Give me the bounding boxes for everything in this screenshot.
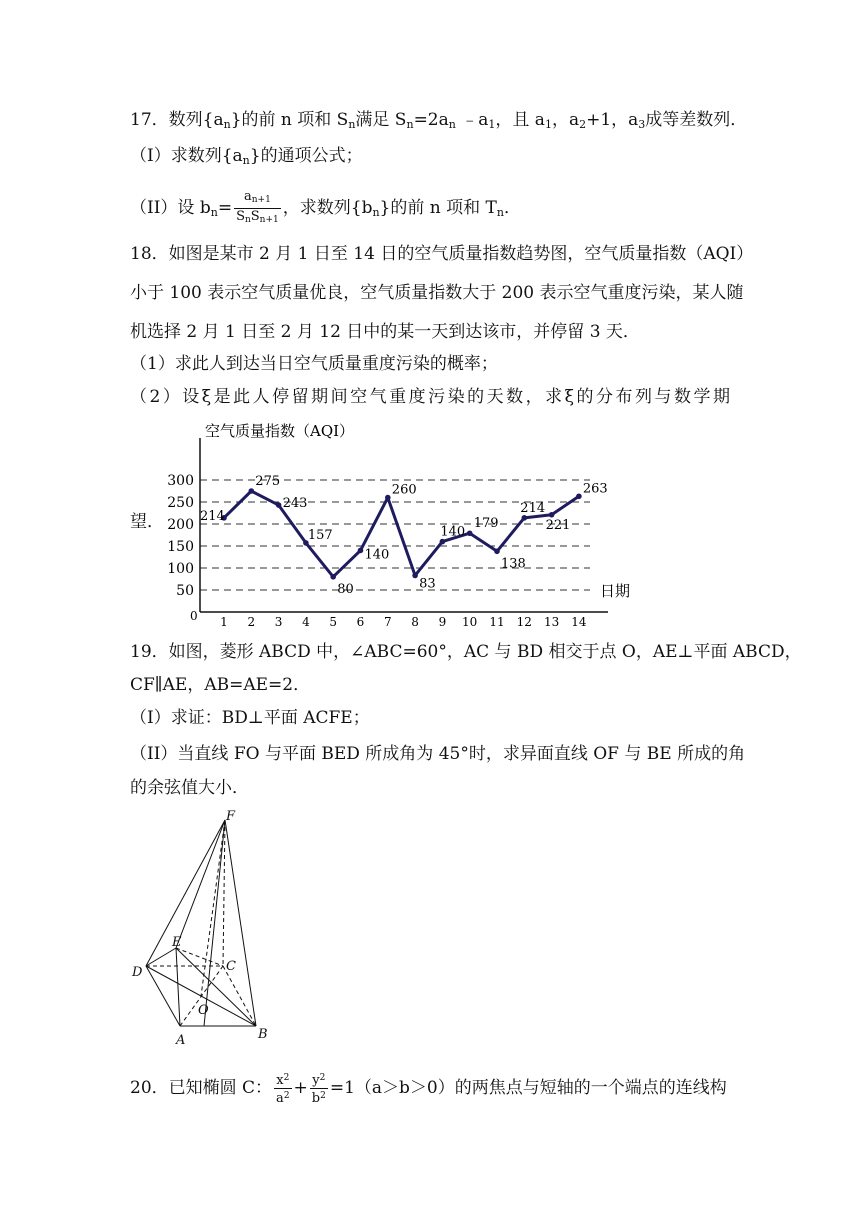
x-tick-label: 6	[356, 615, 365, 629]
data-point	[549, 512, 555, 518]
x-tick-label: 10	[462, 615, 478, 629]
q17-part1: （I）求数列$\{a_n\}$的通项公式；	[130, 146, 363, 167]
x-tick-label: 1	[220, 615, 228, 629]
data-label: 179	[473, 516, 499, 532]
label-O: O	[198, 1003, 209, 1018]
y-tick-label: 250	[167, 495, 194, 511]
data-label: 214	[200, 508, 225, 524]
data-point	[467, 530, 473, 536]
data-label: 214	[520, 500, 546, 516]
data-point	[440, 539, 446, 545]
x-tick-label: 11	[489, 615, 505, 629]
x-axis-label: 日期	[600, 582, 631, 600]
q17-line1: 17．数列$\{a_n\}$的前 n 项和 $S_n$满足 $S_n=2a_n$ $﹣a_1$，且 $a_1$，$a_2+1$，$a_3$成等差数列．	[130, 110, 748, 131]
data-label: 275	[255, 474, 281, 489]
pyramid-figure	[128, 808, 288, 1048]
data-point	[412, 573, 418, 579]
data-point	[576, 493, 582, 499]
origin-label: 0	[190, 609, 198, 623]
label-A: A	[176, 1033, 186, 1048]
data-label: 138	[501, 556, 526, 572]
data-label: 221	[545, 517, 571, 533]
chart-title: 空气质量指数（AQI）	[205, 422, 355, 440]
aqi-chart	[160, 418, 631, 629]
x-tick-label: 5	[329, 615, 338, 629]
data-point	[494, 548, 500, 554]
data-label: 140	[440, 524, 466, 540]
data-label: 263	[582, 481, 608, 497]
x-tick-label: 3	[274, 615, 283, 629]
data-label: 157	[307, 527, 333, 543]
q18-part2-end: 望．	[130, 512, 164, 532]
y-tick-label: 100	[167, 561, 194, 577]
y-tick-label: 300	[167, 473, 194, 489]
x-tick-label: 7	[383, 615, 392, 629]
q19-part2: （II）当直线 FO 与平面 BED 所成角为 45°时，求异面直线 OF 与 BE 所成的角	[130, 744, 746, 764]
data-point	[522, 515, 528, 521]
label-B: B	[258, 1027, 268, 1042]
y2-over-b2: $\frac{y^2}{b^2}$	[311, 1073, 326, 1106]
y-tick-label: 50	[176, 583, 194, 599]
y-tick-label: 200	[167, 517, 194, 533]
data-label: 243	[282, 496, 308, 512]
q18-line2: 小于 100 表示空气质量优良，空气质量指数大于 200 表示空气重度污染，某人随	[130, 283, 744, 303]
q20-line1: 20．已知椭圆 C： $\frac{x^2}{a^2}$ + $\frac{y^2}{b^2}$ =1（a＞b＞0）的两焦点与短轴的一个端点的连线构	[130, 1073, 727, 1106]
x-tick-label: 2	[247, 615, 256, 629]
label-F: F	[226, 809, 236, 824]
x-tick-label: 8	[411, 615, 419, 629]
q19-line1: 19．如图，菱形 ABCD 中，∠ABC=60°，AC 与 BD 相交于点 O，AE⊥平面 ABCD，	[130, 642, 802, 662]
x-tick-label: 9	[438, 615, 447, 629]
data-point	[249, 488, 255, 494]
label-C: C	[226, 959, 236, 974]
data-point	[330, 574, 336, 580]
x-tick-label: 14	[571, 615, 587, 629]
data-label: 83	[419, 576, 436, 592]
x2-over-a2: $\frac{x^2}{a^2}$	[276, 1073, 290, 1106]
data-point	[358, 548, 364, 554]
q18-part1: （1）求此人到达当日空气质量重度污染的概率；	[130, 354, 498, 374]
label-E: E	[172, 935, 182, 950]
y-tick-label: 150	[167, 539, 194, 555]
q19-part1: （I）求证：BD⊥平面 ACFE；	[130, 708, 370, 728]
q18-line1: 18．如图是某市 2 月 1 日至 14 日的空气质量指数趋势图，空气质量指数（AQI）	[130, 244, 754, 264]
q19-part2-line2: 的余弦值大小．	[130, 778, 249, 798]
q17-part2: （II）设 $b_n=$ $\frac{a_{n+1}}{S_nS_{n+1}}$ ，求数列$\{b_n\}$的前 n 项和 $T_n$．	[130, 188, 521, 233]
data-point	[276, 502, 282, 508]
x-tick-label: 4	[302, 615, 310, 629]
label-D: D	[132, 965, 143, 980]
x-tick-label: 12	[516, 615, 532, 629]
data-label: 260	[391, 482, 417, 498]
q18-part2: （2）设ξ是此人停留期间空气重度污染的天数，求ξ的分布列与数学期	[130, 387, 730, 407]
data-point	[385, 495, 391, 501]
data-label: 140	[364, 547, 390, 563]
q19-line2: CF∥AE，AB=AE=2．	[130, 675, 311, 695]
q18-line3: 机选择 2 月 1 日至 2 月 12 日中的某一天到达该市，并停留 3 天．	[130, 322, 640, 342]
bn-fraction: $\frac{a_{n+1}}{S_nS_{n+1}}$	[234, 189, 281, 228]
x-tick-label: 13	[543, 615, 560, 629]
data-label: 80	[337, 581, 354, 597]
